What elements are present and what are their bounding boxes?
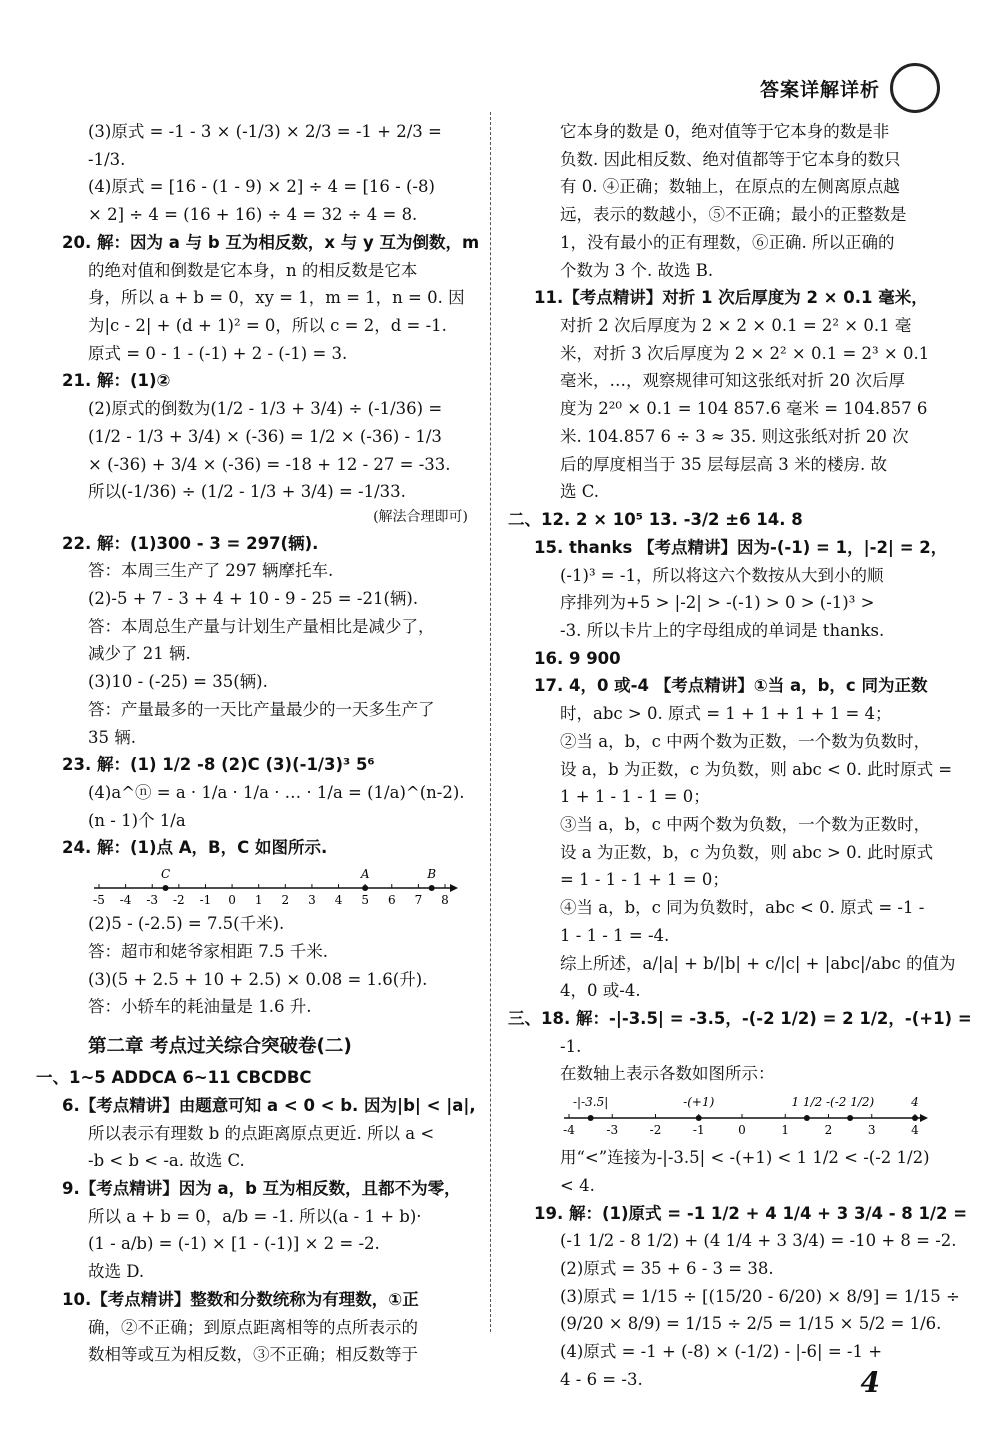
tick-label: 6 bbox=[387, 893, 396, 908]
tick-label: 2 bbox=[281, 893, 290, 908]
chapter-answers bbox=[36, 1064, 476, 1369]
text-line: 米. 104.857 6 ÷ 3 ≈ 35. 则这张纸对折 20 次 bbox=[560, 426, 909, 446]
text-line: 三、18. 解：-|-3.5| = -3.5，-(-2 1/2) = 2 1/2，-(+1) = bbox=[508, 1009, 972, 1028]
point-marker bbox=[847, 1115, 853, 1121]
point-label: -(+1) bbox=[683, 1095, 715, 1110]
text-line: (3)原式 = -1 - 3 × (-1/3) × 2/3 = -1 + 2/3 = bbox=[88, 122, 442, 141]
text-line: 1 + 1 - 1 - 1 = 0； bbox=[560, 787, 710, 807]
text-line: 个数为 3 个. 故选 B. bbox=[560, 260, 714, 280]
text-line: 21. 解：(1)② bbox=[62, 371, 171, 391]
text-line: 原式 = 0 - 1 - (-1) + 2 - (-1) = 3. bbox=[88, 343, 348, 363]
text-line: 负数. 因此相反数、绝对值都等于它本身的数只 bbox=[560, 149, 901, 169]
text-line: (-1 1/2 - 8 1/2) + (4 1/4 + 3 3/4) = -10 + 8 = -2. bbox=[560, 1231, 957, 1251]
text-line: 6.【考点精讲】由题意可知 a < 0 < b. 因为|b| < |a|, bbox=[62, 1095, 476, 1115]
tick-label: 2 bbox=[824, 1123, 833, 1138]
left-answers bbox=[62, 118, 480, 862]
text-line: ②当 a，b，c 中两个数为正数，一个数为负数时， bbox=[560, 731, 931, 751]
text-line: (2)-5 + 7 - 3 + 4 + 10 - 9 - 25 = -21(辆). bbox=[88, 589, 419, 609]
text-line: (2)原式 = 35 + 6 - 3 = 38. bbox=[560, 1259, 774, 1279]
text-line: = 1 - 1 - 1 + 1 = 0； bbox=[560, 870, 729, 890]
text-line: -b < b < -a. 故选 C. bbox=[88, 1151, 245, 1171]
text-line: (3)10 - (-25) = 35(辆). bbox=[88, 672, 268, 692]
point-label: C bbox=[160, 867, 171, 882]
text-line: 远，表示的数越小，⑤不正确；最小的正整数是 bbox=[560, 205, 907, 225]
text-line: 数相等或互为相反数，③不正确；相反数等于 bbox=[88, 1345, 418, 1365]
chapter-title: 第二章 考点过关综合突破卷(二) bbox=[88, 1036, 352, 1058]
text-line: 35 辆. bbox=[88, 727, 136, 747]
point-label: -|-3.5| bbox=[572, 1095, 609, 1110]
tick-label: 4 bbox=[911, 1123, 919, 1138]
point-marker bbox=[362, 885, 368, 891]
tick-label: 1 bbox=[781, 1123, 790, 1138]
tick-label: 0 bbox=[738, 1123, 746, 1138]
point-label: 1 1/2 bbox=[791, 1095, 823, 1110]
text-line: 有 0. ④正确；数轴上，在原点的左侧离原点越 bbox=[560, 177, 900, 197]
left-column bbox=[36, 118, 480, 1369]
text-line: (n - 1)个 1/a bbox=[88, 810, 186, 830]
tick-label: 1 bbox=[254, 893, 263, 908]
point-marker bbox=[588, 1115, 594, 1121]
tick-label: -4 bbox=[119, 893, 132, 908]
tick-label: 4 bbox=[334, 893, 343, 908]
text-line: (3)(5 + 2.5 + 10 + 2.5) × 0.08 = 1.6(升). bbox=[88, 969, 428, 989]
tick-label: -1 bbox=[199, 893, 212, 908]
publisher-logo-icon bbox=[890, 63, 940, 113]
page-header bbox=[760, 68, 940, 108]
arrow-icon bbox=[920, 1114, 928, 1122]
text-line: (2)5 - (-2.5) = 7.5(千米). bbox=[88, 914, 285, 934]
text-line: (解法合理即可) bbox=[373, 509, 468, 526]
text-line: ④当 a，b，c 同为负数时，abc < 0. 原式 = -1 - bbox=[560, 898, 925, 918]
point-label: B bbox=[427, 867, 437, 882]
text-line: ③当 a，b，c 中两个数为负数，一个数为正数时， bbox=[560, 814, 931, 834]
text-line: 答：产量最多的一天比产量最少的一天多生产了 bbox=[88, 699, 435, 719]
text-line: 16. 9 900 bbox=[534, 648, 621, 668]
text-line: (2)原式的倒数为(1/2 - 1/3 + 3/4) ÷ (-1/36) = bbox=[88, 399, 443, 419]
tick-label: -1 bbox=[692, 1123, 705, 1138]
text-line: 答：小轿车的耗油量是 1.6 升. bbox=[88, 997, 312, 1017]
tick-label: -4 bbox=[563, 1123, 575, 1138]
text-line: 选 C. bbox=[560, 482, 600, 502]
text-line: 9.【考点精讲】因为 a，b 互为相反数，且都不为零， bbox=[62, 1179, 461, 1199]
text-line: 所以 a + b = 0，a/b = -1. 所以(a - 1 + b)· bbox=[88, 1206, 422, 1226]
tick-label: 3 bbox=[308, 893, 316, 908]
text-line: 的绝对值和倒数是它本身，n 的相反数是它本 bbox=[88, 260, 418, 280]
text-line: 答：本周总生产量与计划生产量相比是减少了， bbox=[88, 616, 435, 636]
text-line: (3)原式 = 1/15 ÷ [(15/20 - 6/20) × 8/9] = 1/15 ÷ bbox=[560, 1286, 960, 1306]
point-label: -(-2 1/2) bbox=[826, 1095, 875, 1110]
text-line: (4)原式 = -1 + (-8) × (-1/2) - |-6| = -1 + bbox=[560, 1342, 883, 1362]
text-line: 11.【考点精讲】对折 1 次后厚度为 2 × 0.1 毫米， bbox=[534, 288, 928, 308]
text-line: -1. bbox=[560, 1036, 582, 1056]
text-line: 故选 D. bbox=[88, 1262, 145, 1282]
text-line: (1/2 - 1/3 + 3/4) × (-36) = 1/2 × (-36) - 1/3 bbox=[88, 426, 442, 446]
text-line: 毫米，…，观察规律可知这张纸对折 20 次后厚 bbox=[560, 371, 905, 391]
right-answers bbox=[508, 118, 972, 1088]
point-marker bbox=[163, 885, 169, 891]
tick-label: -3 bbox=[146, 893, 159, 908]
text-line: 一、1~5 ADDCA 6~11 CBCDBC bbox=[36, 1068, 312, 1088]
point-marker bbox=[429, 885, 435, 891]
text-line: 二、12. 2 × 10⁵ 13. -3/2 ±6 14. 8 bbox=[508, 510, 803, 530]
text-line: × (-36) + 3/4 × (-36) = -18 + 12 - 27 = -33. bbox=[88, 454, 451, 474]
tick-label: 5 bbox=[361, 893, 369, 908]
text-line: < 4. bbox=[560, 1175, 595, 1195]
text-line: 所以(-1/36) ÷ (1/2 - 1/3 + 3/4) = -1/33. bbox=[88, 482, 406, 502]
text-line: 序排列为+5 > |-2| > -(-1) > 0 > (-1)³ > bbox=[560, 593, 875, 613]
text-line: 对折 2 次后厚度为 2 × 2 × 0.1 = 2² × 0.1 毫 bbox=[560, 316, 912, 336]
text-line: 24. 解：(1)点 A，B，C 如图所示. bbox=[62, 838, 328, 858]
text-line: (-1)³ = -1，所以将这六个数按从大到小的顺 bbox=[560, 565, 884, 585]
text-line: 为|c - 2| + (d + 1)² = 0，所以 c = 2，d = -1. bbox=[88, 316, 447, 336]
point-marker bbox=[912, 1115, 918, 1121]
tick-label: -3 bbox=[606, 1123, 619, 1138]
text-line: (4)原式 = [16 - (1 - 9) × 2] ÷ 4 = [16 - (-8) bbox=[88, 177, 435, 197]
text-line: 时，abc > 0. 原式 = 1 + 1 + 1 + 1 = 4； bbox=[560, 704, 892, 724]
text-line: 设 a 为正数，b，c 为负数，则 abc > 0. 此时原式 bbox=[560, 842, 934, 862]
text-line: 4 - 6 = -3. bbox=[560, 1369, 643, 1389]
tick-label: 3 bbox=[867, 1123, 876, 1138]
text-line: 4，0 或-4. bbox=[560, 981, 641, 1001]
left-answers-24 bbox=[88, 910, 468, 1021]
tick-label: 7 bbox=[414, 893, 423, 908]
tick-label: 8 bbox=[441, 893, 449, 908]
text-line: 度为 2²⁰ × 0.1 = 104 857.6 毫米 = 104.857 6 bbox=[560, 399, 928, 419]
text-line: 在数轴上表示各数如图所示： bbox=[560, 1064, 775, 1084]
text-line: × 2] ÷ 4 = (16 + 16) ÷ 4 = 32 ÷ 4 = 8. bbox=[88, 205, 418, 225]
text-line: 1，没有最小的正有理数，⑥正确. 所以正确的 bbox=[560, 232, 895, 252]
text-line: 22. 解：(1)300 - 3 = 297(辆). bbox=[62, 533, 319, 553]
text-line: 17. 4，0 或-4 【考点精讲】①当 a，b，c 同为正数 bbox=[534, 676, 928, 696]
text-line: 20. 解：因为 a 与 b 互为相反数，x 与 y 互为倒数，m bbox=[62, 232, 480, 252]
column-divider bbox=[490, 112, 491, 1332]
point-marker bbox=[696, 1115, 702, 1121]
text-line: -3. 所以卡片上的字母组成的单词是 thanks. bbox=[560, 620, 885, 640]
text-line: 设 a，b 为正数，c 为负数，则 abc < 0. 此时原式 = bbox=[560, 759, 953, 779]
number-line-q24 bbox=[88, 862, 468, 910]
text-line: 所以表示有理数 b 的点距离原点更近. 所以 a < bbox=[88, 1123, 435, 1143]
text-line: 答：超市和姥爷家相距 7.5 千米. bbox=[88, 941, 328, 961]
tick-label: -2 bbox=[172, 893, 185, 908]
watermark-logo bbox=[812, 1351, 992, 1441]
point-marker bbox=[804, 1115, 810, 1121]
right-column bbox=[508, 118, 972, 1394]
text-line: 23. 解：(1) 1/2 -8 (2)C (3)(-1/3)³ 5⁶ bbox=[62, 755, 375, 775]
text-line: 确，②不正确；到原点距离相等的点所表示的 bbox=[88, 1317, 418, 1337]
text-line: -1/3. bbox=[88, 149, 126, 169]
text-line: 答：本周三生产了 297 辆摩托车. bbox=[88, 561, 334, 581]
text-line: 减少了 21 辆. bbox=[88, 644, 191, 664]
tick-label: -2 bbox=[649, 1123, 662, 1138]
text-line: 综上所述，a/|a| + b/|b| + c/|c| + |abc|/abc 的值为 bbox=[560, 953, 956, 973]
tick-label: 0 bbox=[228, 893, 236, 908]
text-line: 10.【考点精讲】整数和分数统称为有理数，①正 bbox=[62, 1289, 419, 1309]
number-line-q18 bbox=[560, 1088, 935, 1144]
text-line: 米，对折 3 次后厚度为 2 × 2² × 0.1 = 2³ × 0.1 bbox=[560, 343, 930, 363]
arrow-icon bbox=[450, 884, 458, 892]
text-line: 15. thanks 【考点精讲】因为-(-1) = 1，|-2| = 2， bbox=[534, 537, 948, 557]
text-line: (1 - a/b) = (-1) × [1 - (-1)] × 2 = -2. bbox=[88, 1234, 380, 1254]
text-line: (4)a^ⓝ = a · 1/a · 1/a · … · 1/a = (1/a)^(n-2). bbox=[88, 783, 465, 803]
header-title: 答案详解详析 bbox=[759, 78, 880, 101]
text-line: 身，所以 a + b = 0，xy = 1，m = 1，n = 0. 因 bbox=[88, 288, 465, 308]
text-line: 它本身的数是 0，绝对值等于它本身的数是非 bbox=[560, 122, 890, 141]
text-line: 19. 解：(1)原式 = -1 1/2 + 4 1/4 + 3 3/4 - 8 1/2 = bbox=[534, 1203, 968, 1223]
text-line: (9/20 × 8/9) = 1/15 ÷ 2/5 = 1/15 × 5/2 = 1/6. bbox=[560, 1314, 942, 1334]
text-line: 用“<”连接为-|-3.5| < -(+1) < 1 1/2 < -(-2 1/2) bbox=[560, 1148, 930, 1168]
point-label: A bbox=[360, 867, 370, 882]
text-line: 后的厚度相当于 35 层每层高 3 米的楼房. 故 bbox=[560, 454, 887, 474]
point-label: 4 bbox=[911, 1095, 919, 1110]
page-number: 4 bbox=[860, 1366, 880, 1399]
text-line: 1 - 1 - 1 = -4. bbox=[560, 925, 670, 945]
tick-label: -5 bbox=[93, 893, 105, 908]
